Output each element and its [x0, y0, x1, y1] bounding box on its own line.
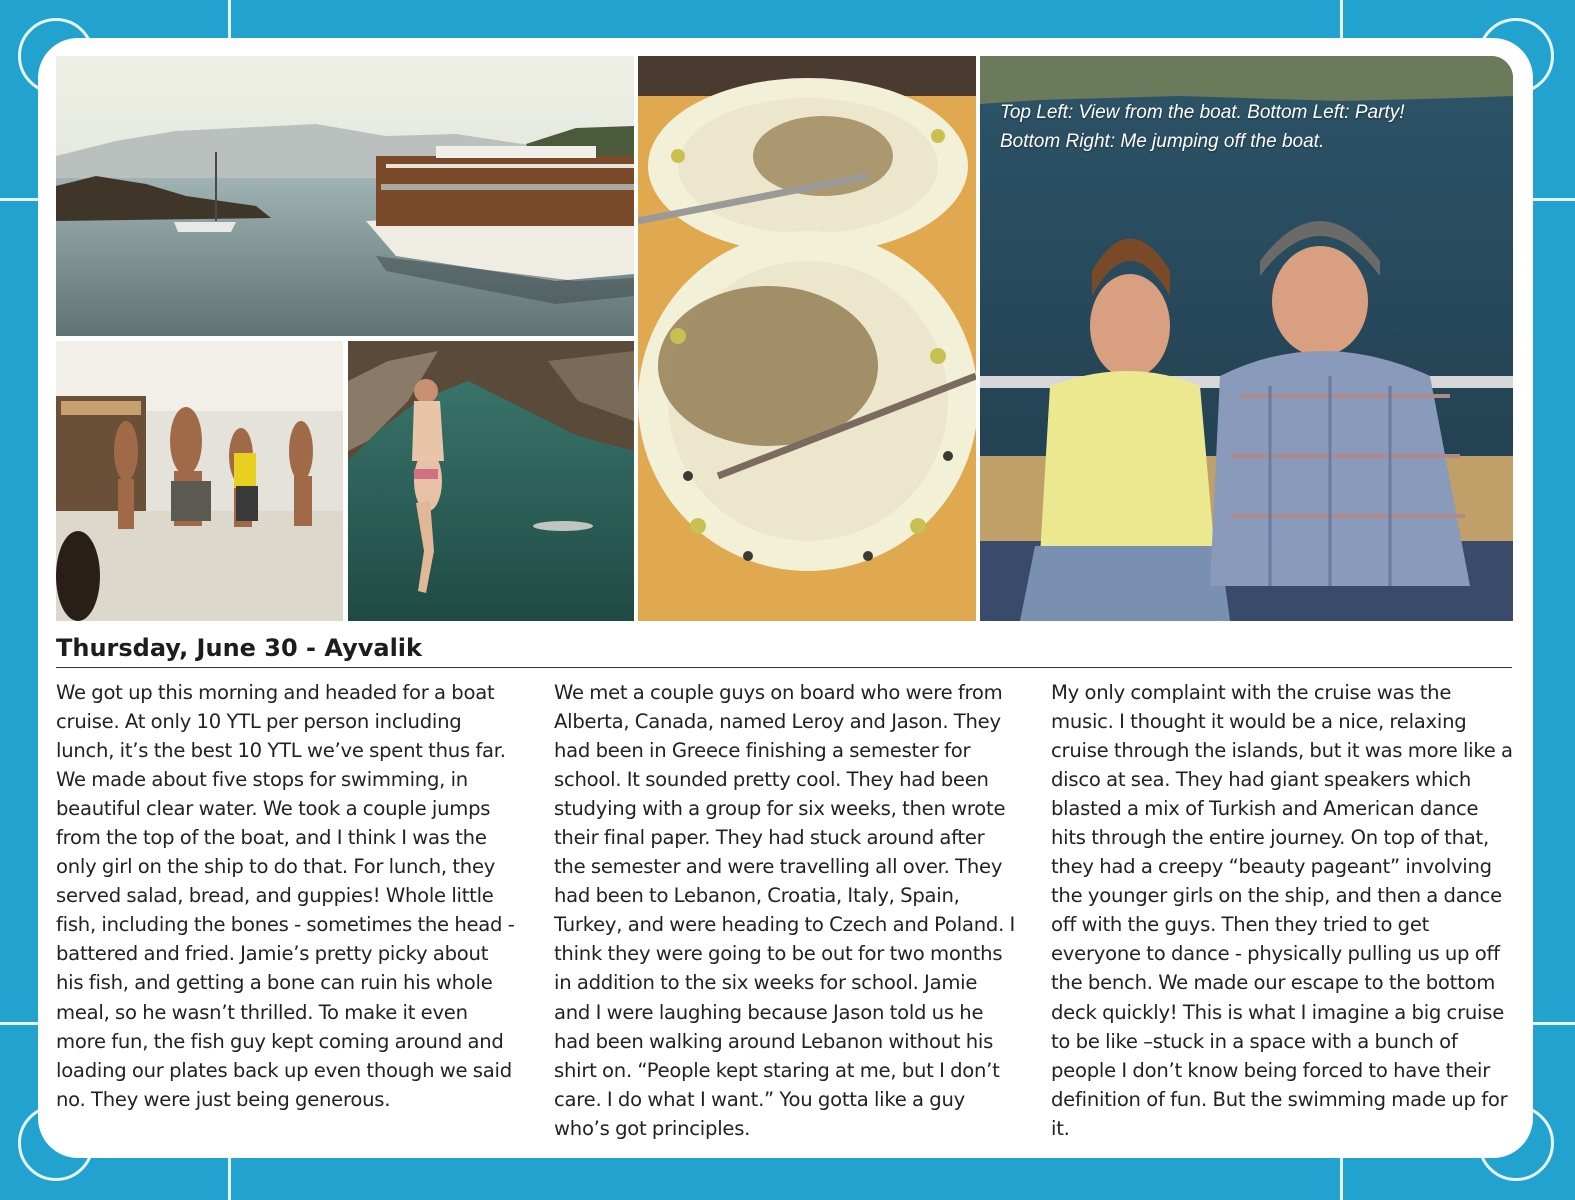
- scrapbook-page: [38, 38, 1533, 1158]
- background-line: [1340, 1158, 1343, 1200]
- background-line: [228, 0, 231, 38]
- photo-party: [56, 341, 343, 621]
- entry-heading: Thursday, June 30 - Ayvalik: [56, 634, 1512, 668]
- background-line: [0, 198, 38, 201]
- background-line: [1340, 0, 1343, 38]
- body-column-3: My only complaint with the cruise was the music. I thought it would be a nice, relaxing cruise through the islands, but it was more like a disco at sea. They had giant speakers which blasted a mix of Turkish and American dance hits through the entire journey. On top of that, they had a creepy “beauty pageant” involving the younger girls on the ship, and then a dance off with the guys. Then they tried to get everyone to dance - physically pulling us up off the bench. We made our escape to the bottom deck quickly! This is what I imagine a big cruise to be like –stuck in a space with a bunch of people I don’t know being forced to have their definition of fun. But the swimming made up for it.: [1051, 681, 1513, 1140]
- background-line: [1533, 1022, 1575, 1025]
- background-line: [228, 1158, 231, 1200]
- caption-line-2: Bottom Right: Me jumping off the boat.: [1000, 131, 1325, 152]
- body-column-1: We got up this morning and headed for a boat cruise. At only 10 YTL per person including lunch, it’s the best 10 YTL we’ve spent thus far. We made about five stops for swimming, in beautiful clear water. We took a couple jumps from the top of the boat, and I think I was the only girl on the ship to do that. For lunch, they served salad, bread, and guppies! Whole little fish, including the bones - sometimes the head - battered and fried. Jamie’s pretty picky about his fish, and getting a bone can ruin his whole meal, so he wasn’t thrilled. To make it even more fun, the fish guy kept coming around and loading our plates back up even though we said no. They were just being generous.: [56, 681, 515, 1111]
- caption-line-1: Top Left: View from the boat. Bottom Left: Party!: [1000, 102, 1405, 123]
- photo-fish-plates: [638, 56, 976, 621]
- background-line: [0, 1022, 38, 1025]
- body-column-2: We met a couple guys on board who were from Alberta, Canada, named Leroy and Jason. They had been in Greece finishing a semester for school. It sounded pretty cool. They had been studying with a group for six weeks, then wrote their final paper. They had stuck around after the semester and were travelling all over. They had been to Lebanon, Croatia, Italy, Spain, Turkey, and were heading to Czech and Poland. I think they were going to be out for two months in addition to the six weeks for school. Jamie and I were laughing because Jason told us he had been walking around Lebanon without his shirt on. “People kept staring at me, but I don’t care. I do what I want.” You gotta like a guy who’s got principles.: [554, 681, 1016, 1140]
- photo-jumping: [348, 341, 634, 621]
- background-line: [1533, 198, 1575, 201]
- photo-caption: [1000, 98, 1520, 156]
- photo-boat-view: [56, 56, 634, 336]
